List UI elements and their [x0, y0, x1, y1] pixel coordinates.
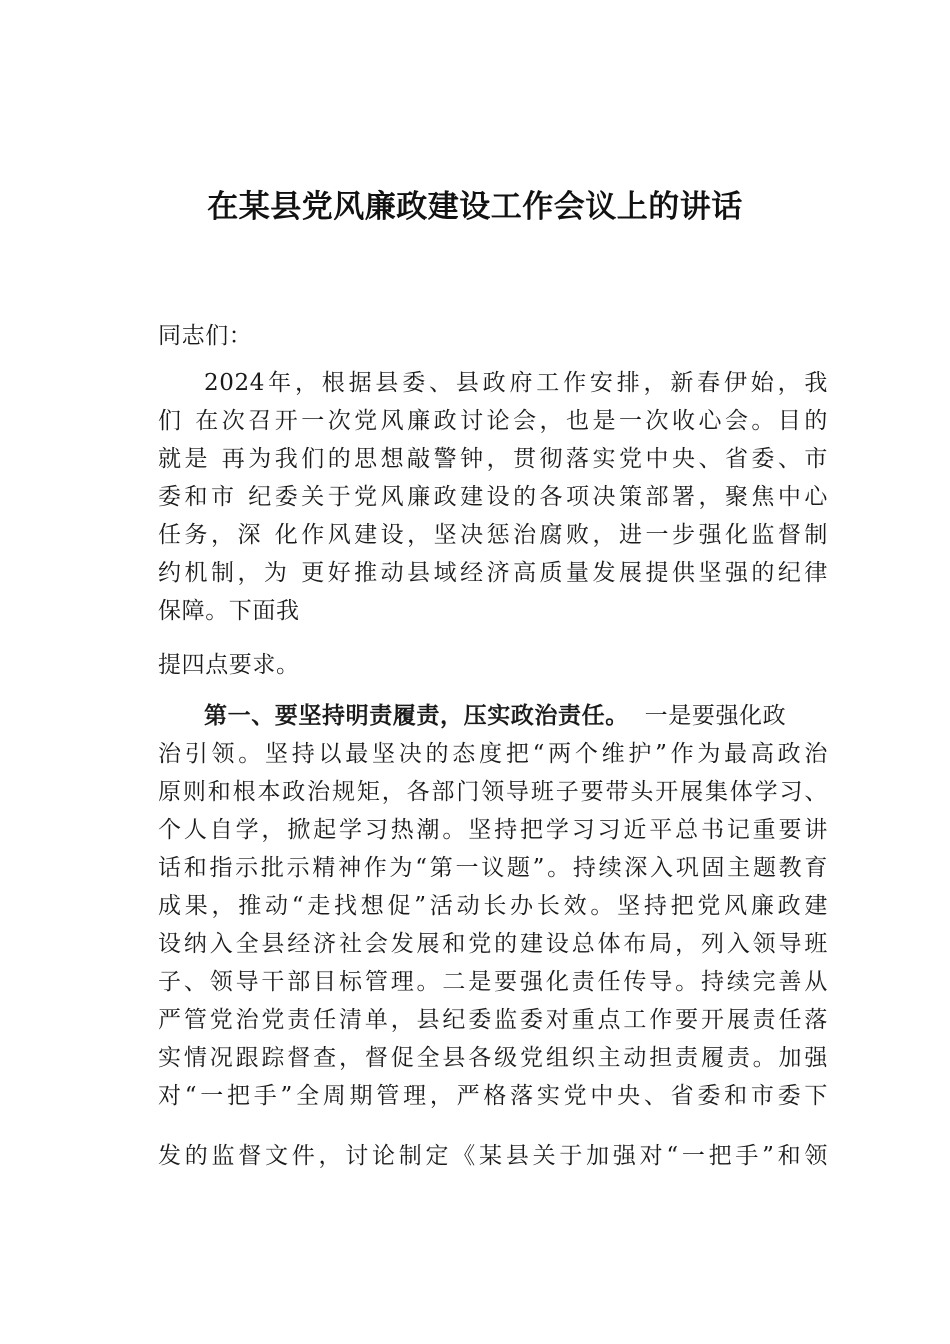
paragraph-line: 约机制，为 更好推动县域经济高质量发展提供坚强的纪律	[158, 560, 828, 586]
paragraph-line: 实情况跟踪督查，督促全县各级党组织主动担责履责。加强	[158, 1045, 828, 1071]
paragraph-line: 原则和根本政治规矩，各部门领导班子要带头开展集体学习、	[158, 779, 828, 805]
paragraph-line: 个人自学，掀起学习热潮。坚持把学习习近平总书记重要讲	[158, 817, 828, 843]
paragraph-line: 提四点要求。	[158, 652, 300, 678]
paragraph-line: 子、领导干部目标管理。二是要强化责任传导。持续完善从	[158, 969, 828, 995]
paragraph-line: 对“一把手”全周期管理，严格落实党中央、省委和市委下	[158, 1083, 828, 1109]
salutation: 同志们：	[158, 323, 253, 349]
paragraph-line: 2024年，根据县委、县政府工作安排，新春伊始，我	[204, 370, 828, 396]
paragraph-line: 保障。下面我	[158, 598, 300, 624]
intro-tail-block	[158, 646, 828, 684]
section-heading-line	[158, 697, 828, 735]
paragraph-line: 设纳入全县经济社会发展和党的建设总体布局，列入领导班	[158, 931, 828, 957]
paragraph-line: 成果，推动“走找想促”活动长办长效。坚持把党风廉政建	[158, 893, 828, 919]
paragraph-line: 们 在次召开一次党风廉政讨论会，也是一次收心会。目的	[158, 408, 828, 434]
section-1-last-line-block	[158, 1137, 828, 1175]
paragraph-line: 治引领。坚持以最坚决的态度把“两个维护”作为最高政治	[158, 741, 828, 767]
paragraph-line: 任务，深 化作风建设，坚决惩治腐败，进一步强化监督制	[158, 522, 828, 548]
section-heading: 第一、要坚持明责履责，压实政治责任。	[204, 703, 629, 729]
salutation-block	[158, 317, 828, 355]
paragraph-line: 发的监督文件，讨论制定《某县关于加强对“一把手”和领	[158, 1143, 828, 1169]
paragraph-line: 严管党治党责任清单，县纪委监委对重点工作要开展责任落	[158, 1007, 828, 1033]
paragraph-line: 委和市 纪委关于党风廉政建设的各项决策部署，聚焦中心	[158, 484, 828, 510]
paragraph-line: 就是 再为我们的思想敲警钟，贯彻落实党中央、省委、市	[158, 446, 828, 472]
document-title: 在某县党风廉政建设工作会议上的讲话	[207, 189, 743, 225]
intro-paragraph	[158, 364, 828, 630]
section-first-line-rest: 一是要强化政	[644, 703, 787, 729]
paragraph-line: 话和指示批示精神作为“第一议题”。持续深入巩固主题教育	[158, 855, 828, 881]
section-1-paragraph	[158, 697, 828, 1115]
